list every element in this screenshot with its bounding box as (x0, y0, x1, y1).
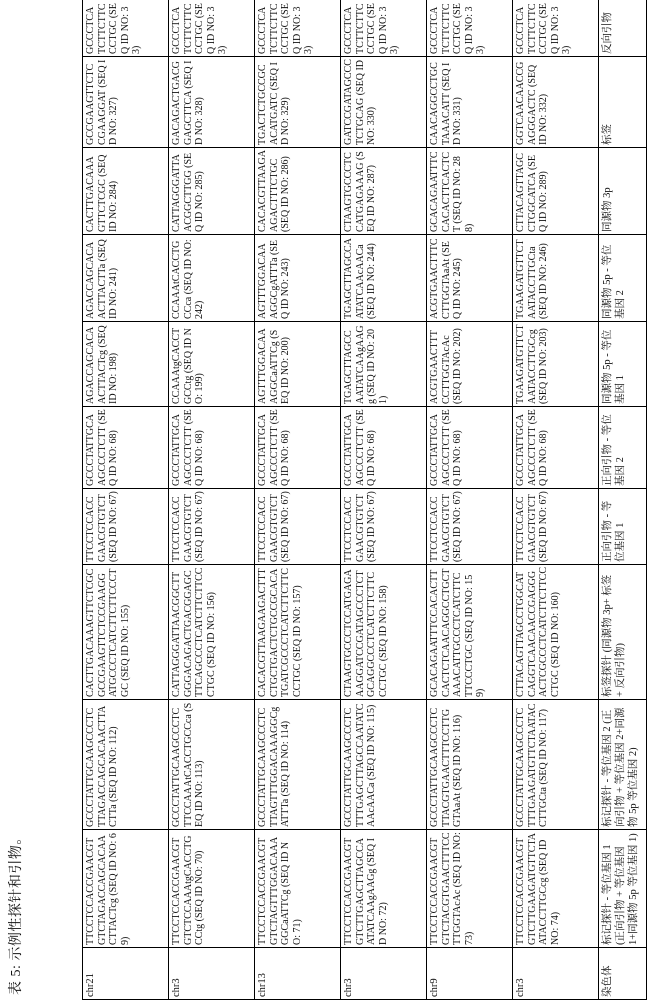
sequence-cell: AGTTTGGACAAAGGCgATTTa (SEQ ID NO: 243) (255, 235, 341, 322)
table-row (83, 0, 169, 1000)
sequence-cell: GCACAGAATTTCCACACTTCACTCTCAACAGGCCTGCTAAACATTGCCCTCATCTTCTTCCCTGC (SEQ ID NO: 159) (427, 565, 513, 700)
sequence-cell: CACACGTTAAGAAGACTTTCTGC (SEQ ID NO: 286) (255, 148, 341, 235)
sequence-cell: TTCCTCCACCGAACGTGTCT (SEQ ID NO: 67) (169, 489, 255, 565)
chromosome-cell: chr3 (341, 948, 427, 1000)
sequence-cell: GCCCTATTGCAAGCCCTCTTAGTTTGGACAAAGGCgATTTa (SEQ ID NO: 114) (255, 700, 341, 830)
table-row (255, 0, 341, 1000)
sequence-cell: CATTAGGGATTAACGGCTTGG (SEQ ID NO: 285) (169, 148, 255, 235)
sequence-cell: TTCCTCCACCGAACGTGTCTACGTGAACTTTCCTTGGTAcAc (SEQ ID NO: 73) (427, 830, 513, 948)
sequence-cell: AGACCAGCACAACTTACTcg (SEQ ID NO: 198) (83, 322, 169, 407)
column-header: 正向引物 - 等位基因 2 (599, 407, 647, 489)
column-header: 标记探针 - 等位基因 2 (正向引物 + 等位基因 2+同源物 5p 等位基因 2) (599, 700, 647, 830)
sequence-cell: CACTTGACAAAGTTCTCGC (SEQ ID NO: 284) (83, 148, 169, 235)
header-row (599, 0, 647, 1000)
sequence-cell: TTCCTCCACCGAACGTGTCTCCAAAtgCACCTGCCtg (SEQ ID NO: 70) (169, 830, 255, 948)
chromosome-cell: chr9 (427, 948, 513, 1000)
sequence-cell: CTTACAGTTAGCCTGGCATCA (SEQ ID NO: 289) (513, 148, 599, 235)
sequence-cell: CTAAGTGCCCTCCATGAGAAAGGATCCGATAGCCCTCTGCAGGCCCTCATCTTCTTCCCTGC (SEQ ID NO: 158) (341, 565, 427, 700)
sequence-cell: GCCCTATTGCAAGCCCTCTT (SEQ ID NO: 68) (341, 407, 427, 489)
sequence-cell: GCCCTCATCTTCTTCCCTGC (SEQ ID NO: 33) (341, 0, 427, 57)
sequence-cell: GCCCTCATCTTCTTCCCTGC (SEQ ID NO: 33) (255, 0, 341, 57)
sequence-cell: ACGTGAACTTTCCTTGGTAcAc (SEQ ID NO: 202) (427, 322, 513, 407)
table-row (169, 0, 255, 1000)
sequence-cell: TGAAGATGTTCTAATACCTTGCta (SEQ ID NO: 246) (513, 235, 599, 322)
sequence-cell: TTCCTCCACCGAACGTGTCT (SEQ ID NO: 67) (341, 489, 427, 565)
sequence-cell: GCCCTATTGCAAGCCCTCTTACGTGAACTTTCCTTGGTAaAt (SEQ ID NO: 116) (427, 700, 513, 830)
sequence-cell: CCAAAtCACCTGCCca (SEQ ID NO: 242) (169, 235, 255, 322)
sequence-cell: GATCCGATAGCCCTCTGCAG (SEQ ID NO: 330) (341, 57, 427, 148)
table-caption: 表 5: 示例性探针和引物。 (9, 830, 24, 995)
sequence-cell: CACACGTTAAGAAGACTTTCTGCTGACTCTGCCGCACATGATCGCCCTCATCTTCTTCCCTGC (SEQ ID NO: 157) (255, 565, 341, 700)
sequence-cell: CACTTGACAAAGTTCTCGCGCCGAAGTTCTCCGAAGGATGCCCTCATCTTCTTCCCTGC (SEQ ID NO: 155) (83, 565, 169, 700)
sequence-cell: GACAGACTGACGGAGCTTCA (SEQ ID NO: 328) (169, 57, 255, 148)
sequence-cell: TGAAGATGTTCTAATACCTTGCcg (SEQ ID NO: 203) (513, 322, 599, 407)
table-row (427, 0, 513, 1000)
sequence-cell: CTTACAGTTAGCCTGGCATCAGGTCAACAACCGAGGGACTCGCCCTCATCTTCTTCCCTGC (SEQ ID NO: 160) (513, 565, 599, 700)
column-header: 标记探针 - 等位基因 1 (正向引物 + 等位基因 1+同源物 5p 等位基因 1) (599, 830, 647, 948)
column-header: 正向引物 - 等位基因 1 (599, 489, 647, 565)
chromosome-cell: chr3 (513, 948, 599, 1000)
sequence-cell: GCCCTCATCTTCTTCCCTGC (SEQ ID NO: 33) (83, 0, 169, 57)
column-header: 标签探针 (同源物 3p+ 标签 + 反向引物) (599, 565, 647, 700)
column-header: 染色体 (599, 948, 647, 1000)
probes-table-body (83, 0, 647, 1000)
column-header: 反向引物 (599, 0, 647, 57)
sequence-cell: TGACTCTGCCGCACATGATC (SEQ ID NO: 329) (255, 57, 341, 148)
sequence-cell: TTCCTCCACCGAACGTGTCT (SEQ ID NO: 67) (513, 489, 599, 565)
sequence-cell: AGTTTGGACAAAGGCaATTCg (SEQ ID NO: 200) (255, 322, 341, 407)
sequence-cell: GCCCTATTGCAAGCCCTCTTTGAGCTTAGCCAATATCAAcAACa (SEQ ID NO: 115) (341, 700, 427, 830)
sequence-cell: CAACAGGCCTGCTAAACATT (SEQ ID NO: 331) (427, 57, 513, 148)
sequence-cell: TTCCTCCACCGAACGTGTCTAGACCAGCACAACTTACTcg (SEQ ID NO: 69) (83, 830, 169, 948)
chromosome-cell: chr13 (255, 948, 341, 1000)
sequence-cell: GCCCTATTGCAAGCCCTCTT (SEQ ID NO: 68) (427, 407, 513, 489)
sequence-cell: TTCCTCCACCGAACGTGTCTAGTTTGGACAAAGGCaATTCg (SEQ ID NO: 71) (255, 830, 341, 948)
column-header: 同源物 5p - 等位基因 2 (599, 235, 647, 322)
column-header: 同源物 3p (599, 148, 647, 235)
probes-primers-table (82, 0, 647, 1000)
sequence-cell: GCCCTATTGCAAGCCCTCTTAGACCAGCACAACTTACTTa (SEQ ID NO: 112) (83, 700, 169, 830)
sequence-cell: TTCCTCCACCGAACGTGTCT (SEQ ID NO: 67) (83, 489, 169, 565)
sequence-cell: GGTCAACAACCGAGGGACTC (SEQ ID NO: 332) (513, 57, 599, 148)
sequence-cell: TGAGCTTAGCCAATATCAAcAACa (SEQ ID NO: 244) (341, 235, 427, 322)
chromosome-cell: chr21 (83, 948, 169, 1000)
sequence-cell: CATTAGGGATTAACGGCTTGGGACAGACTGACGGAGCTTCAGCCCTCATCTTCTTCCCTGC (SEQ ID NO: 156) (169, 565, 255, 700)
table-row (341, 0, 427, 1000)
sequence-cell: TTCCTCCACCGAACGTGTCTTGAAGATGTTCTAATACCTTGCcg (SEQ ID NO: 74) (513, 830, 599, 948)
chromosome-cell: chr3 (169, 948, 255, 1000)
sequence-cell: TTCCTCCACCGAACGTGTCTTGAGCTTAGCCAATATCAAgAAGg (SEQ ID NO: 72) (341, 830, 427, 948)
sequence-cell: TTCCTCCACCGAACGTGTCT (SEQ ID NO: 67) (427, 489, 513, 565)
sequence-cell: GCCCTATTGCAAGCCCTCTTCCAAAtCACCTGCCca (SEQ ID NO: 113) (169, 700, 255, 830)
sequence-cell: GCCGAAGTTCTCCGAAGGAT (SEQ ID NO: 327) (83, 57, 169, 148)
sequence-cell: GCCCTATTGCAAGCCCTCTT (SEQ ID NO: 68) (169, 407, 255, 489)
sequence-cell: GCCCTATTGCAAGCCCTCTT (SEQ ID NO: 68) (83, 407, 169, 489)
sequence-cell: TTCCTCCACCGAACGTGTCT (SEQ ID NO: 67) (255, 489, 341, 565)
table-row (513, 0, 599, 1000)
column-header: 同源物 5p - 等位基因 1 (599, 322, 647, 407)
sequence-cell: GCCCTCATCTTCTTCCCTGC (SEQ ID NO: 33) (169, 0, 255, 57)
sequence-cell: ACGTGAACTTTCCTTGGTAaAt (SEQ ID NO: 245) (427, 235, 513, 322)
sequence-cell: GCCCTATTGCAAGCCCTCTTTGAAGATGTTCTAATACCTTGCta (SEQ ID NO: 117) (513, 700, 599, 830)
sequence-cell: GCCCTATTGCAAGCCCTCTT (SEQ ID NO: 68) (255, 407, 341, 489)
sequence-cell: CCAAAtgCACCTGCCtg (SEQ ID NO: 199) (169, 322, 255, 407)
sequence-cell: GCCCTCATCTTCTTCCCTGC (SEQ ID NO: 33) (513, 0, 599, 57)
sequence-cell: AGACCAGCACAACTTACTTa (SEQ ID NO: 241) (83, 235, 169, 322)
sequence-cell: GCACAGAATTTCCACACTTCACTCT (SEQ ID NO: 288) (427, 148, 513, 235)
sequence-cell: CTAAGTGCCCTCCATGAGAAAG (SEQ ID NO: 287) (341, 148, 427, 235)
sequence-cell: GCCCTATTGCAAGCCCTCTT (SEQ ID NO: 68) (513, 407, 599, 489)
sequence-cell: TGAGCTTAGCCAATATCAAgAAGg (SEQ ID NO: 201) (341, 322, 427, 407)
column-header: 标签 (599, 57, 647, 148)
sequence-cell: GCCCTCATCTTCTTCCCTGC (SEQ ID NO: 33) (427, 0, 513, 57)
